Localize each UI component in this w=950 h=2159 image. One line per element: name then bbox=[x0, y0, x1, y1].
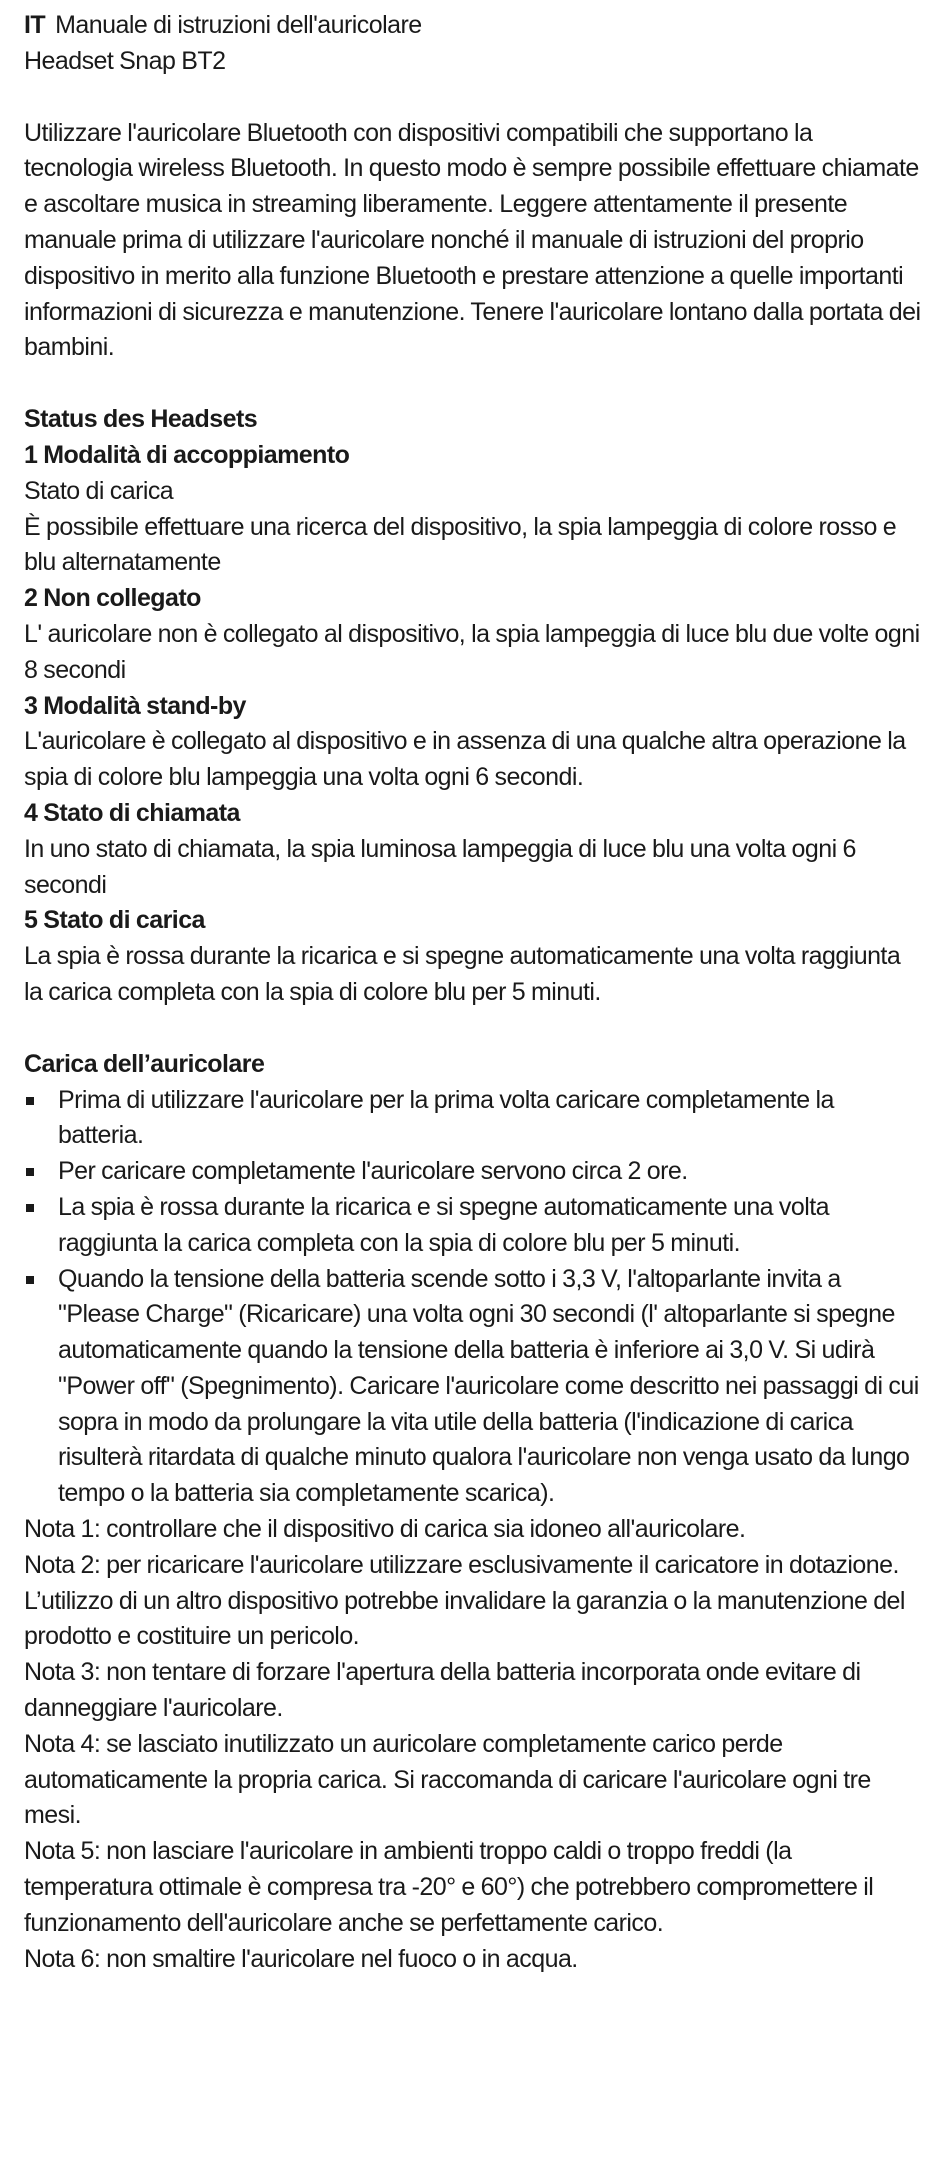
status-item-title: 3 Modalità stand-by bbox=[24, 691, 246, 720]
charging-bullet-list bbox=[24, 1083, 924, 1513]
status-item-text-line: Stato di carica bbox=[24, 476, 174, 505]
status-item-title: 5 Stato di carica bbox=[24, 906, 205, 935]
bullet-text: Prima di utilizzare l'auricolare per la prima volta caricare completamente la batteria. bbox=[58, 1085, 834, 1150]
bullet-square-icon bbox=[26, 1097, 34, 1105]
status-item-text: La spia è rossa durante la ricarica e si spegne automaticamente una volta raggiunta la carica completa con la spia di colore blu per 5 minuti. bbox=[24, 942, 901, 1006]
intro-paragraph: Utilizzare l'auricolare Bluetooth con dispositivi compatibili che supportano la tecnologia wireless Bluetooth. In questo modo è sempre possibile effettuare chiamate e ascoltare musica in streaming liberamente. Leggere attentamente il presente manuale prima di utilizzare l'auricolare nonché il manuale di istruzioni del proprio dispositivo in merito alla funzione Bluetooth e prestare attenzione a quelle importanti informazioni di sicurezza e manutenzione. Tenere l'auricolare lontano dalla portata dei bambini. bbox=[24, 118, 921, 362]
list-item bbox=[24, 1190, 924, 1262]
list-item bbox=[24, 1262, 924, 1513]
document-title bbox=[24, 8, 924, 44]
note: Nota 3: non tentare di forzare l'apertura della batteria incorporata onde evitare di danneggiare l'auricolare. bbox=[24, 1658, 861, 1723]
manual-title: Manuale di istruzioni dell'auricolare bbox=[55, 11, 422, 39]
list-item bbox=[24, 1154, 924, 1190]
bullet-text: Per caricare completamente l'auricolare servono circa 2 ore. bbox=[58, 1157, 688, 1186]
status-item-text: L' auricolare non è collegato al dispositivo, la spia lampeggia di luce blu due volte ogni 8 secondi bbox=[24, 619, 920, 684]
note: Nota 4: se lasciato inutilizzato un auricolare completamente carico perde automaticamente la propria carica. Si raccomanda di caricare l'auricolare ogni tre mesi. bbox=[24, 1729, 871, 1830]
spacer bbox=[24, 1011, 924, 1047]
list-item bbox=[24, 1083, 924, 1155]
bullet-square-icon bbox=[26, 1276, 34, 1284]
status-item-text-line: È possibile effettuare una ricerca del dispositivo, la spia lampeggia di colore rosso e blu alternatamente bbox=[24, 512, 897, 577]
charging-heading: Carica dell’auricolare bbox=[24, 1049, 265, 1078]
product-model: Headset Snap BT2 bbox=[24, 46, 226, 75]
note: Nota 5: non lasciare l'auricolare in ambienti troppo caldi o troppo freddi (la temperatura ottimale è compresa tra -20° e 60°) che potrebbero compromettere il funzionamento dell'auricolare anche se perfettamente carico. bbox=[24, 1837, 874, 1937]
spacer bbox=[24, 80, 924, 116]
status-item-text: L'auricolare è collegato al dispositivo e in assenza di una qualche altra operazione la spia di colore blu lampeggia una volta ogni 6 secondi. bbox=[24, 727, 906, 792]
status-item-text bbox=[24, 474, 924, 581]
status-item-title: 2 Non collegato bbox=[24, 584, 201, 613]
status-item-title: 4 Stato di chiamata bbox=[24, 798, 240, 827]
note: Nota 6: non smaltire l'auricolare nel fuoco o in acqua. bbox=[24, 1944, 578, 1973]
bullet-square-icon bbox=[26, 1168, 34, 1176]
status-item-title: 1 Modalità di accoppiamento bbox=[24, 440, 350, 469]
note: Nota 1: controllare che il dispositivo di carica sia idoneo all'auricolare. bbox=[24, 1515, 746, 1544]
spacer bbox=[24, 366, 924, 402]
bullet-text: Quando la tensione della batteria scende sotto i 3,3 V, l'altoparlante invita a "Please Charge" (Ricaricare) una volta ogni 30 secondi (l' altoparlante si spegne automaticamente quando la tensione della batteria è inferiore ai 3,0 V. Si udirà "Power off" (Spegnimento). Caricare l'auricolare come descritto nei passaggi di cui sopra in modo da prolungare la vita utile della batteria (l'indicazione di carica risulterà ritardata di qualche minuto qualora l'auricolare non venga usato da lungo tempo o la batteria sia completamente scarica). bbox=[58, 1264, 919, 1508]
bullet-text: La spia è rossa durante la ricarica e si spegne automaticamente una volta raggiunta la carica completa con la spia di colore blu per 5 minuti. bbox=[58, 1192, 829, 1257]
note: Nota 2: per ricaricare l'auricolare utilizzare esclusivamente il caricatore in dotazione. L’utilizzo di un altro dispositivo potrebbe invalidare la garanzia o la manutenzione del prodotto e costituire un pericolo. bbox=[24, 1550, 905, 1651]
bullet-square-icon bbox=[26, 1204, 34, 1212]
language-code: IT bbox=[24, 11, 46, 39]
status-heading: Status des Headsets bbox=[24, 405, 258, 434]
status-item-text: In uno stato di chiamata, la spia luminosa lampeggia di luce blu una volta ogni 6 secondi bbox=[24, 834, 856, 899]
